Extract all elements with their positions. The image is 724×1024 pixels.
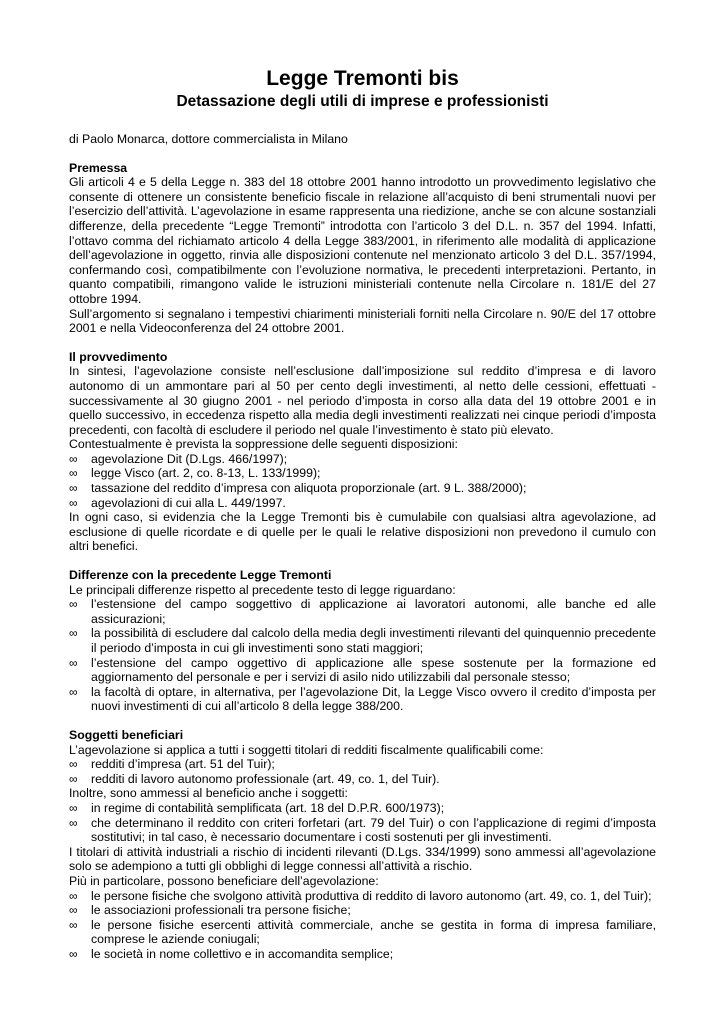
bullet-list [69, 801, 656, 845]
infinity-bullet-icon: ∞ [69, 597, 78, 612]
document-subtitle: Detassazione degli utili di imprese e professionisti [176, 93, 549, 110]
paragraph: Le principali differenze rispetto al precedente testo di legge riguardano: [69, 582, 456, 597]
infinity-bullet-icon: ∞ [69, 495, 78, 510]
list-item [69, 597, 656, 626]
bullet-list [69, 597, 656, 714]
infinity-bullet-icon: ∞ [69, 917, 78, 932]
section [69, 161, 656, 336]
section-title: Differenze con la precedente Legge Tremonti [69, 568, 332, 583]
infinity-bullet-icon: ∞ [69, 684, 78, 699]
list-item-text: l’estensione del campo oggettivo di applicazione alle spese sostenute per la formazione ed aggiornamento del personale e per i servizi di asilo nido utilizzabili dal personale stesso; [91, 655, 656, 685]
list-item-text: agevolazioni di cui alla L. 449/1997. [91, 495, 286, 510]
paragraph: Contestualmente è prevista la soppressione delle seguenti disposizioni: [69, 437, 458, 452]
section [69, 350, 656, 554]
list-item-text: le persone fisiche che svolgono attività produttiva di reddito di lavoro autonomo (art. 49, co. 1, del Tuir); [91, 888, 652, 903]
section-title: Premessa [69, 160, 128, 175]
list-item-text: che determinano il reddito con criteri forfetari (art. 79 del Tuir) o con l’applicazione di regimi d’imposta sostitutivi; in tal caso, è necessario documentare i costi sostenuti per gli investimenti. [91, 815, 656, 845]
infinity-bullet-icon: ∞ [69, 451, 78, 466]
infinity-bullet-icon: ∞ [69, 655, 78, 670]
paragraph: In sintesi, l’agevolazione consiste nell’esclusione dall’imposizione sul reddito d’impresa e di lavoro autonomo di un ammontare pari al 50 per cento degli investimenti, al netto delle cessioni, effettuati - successivamente al 30 giugno 2001 - nel periodo d’imposta in corso alla data del 19 ottobre 2001 e in quello successivo, in eccedenza rispetto alla media degli investimenti realizzati nei cinque periodi d’imposta precedenti, con facoltà di escludere il periodo nel quale l’investimento è stato più elevato. [69, 364, 656, 437]
document-title: Legge Tremonti bis [266, 67, 459, 90]
section [69, 728, 656, 962]
paragraph: I titolari di attività industriali a rischio di incidenti rilevanti (D.Lgs. 334/1999) sono ammessi all’agevolazione solo se adempiono a tutti gli obblighi di legge connessi all’attività a rischio. [69, 844, 656, 874]
list-item-text: legge Visco (art. 2, co. 8-13, L. 133/1999); [91, 466, 321, 481]
infinity-bullet-icon: ∞ [69, 757, 78, 772]
list-item-text: l’estensione del campo soggettivo di applicazione ai lavoratori autonomi, alle banche ed alle assicurazioni; [91, 597, 656, 626]
paragraph: Sull’argomento si segnalano i tempestivi chiarimenti ministeriali forniti nella Circolare n. 90/E del 17 ottobre 2001 e nella Videoconferenza del 24 ottobre 2001. [69, 306, 656, 336]
list-item-text: la facoltà di optare, in alternativa, per l’agevolazione Dit, la Legge Visco ovvero il credito d’imposta per nuovi investimenti di cui all’articolo 8 della legge 388/200. [91, 684, 656, 714]
document-body [69, 161, 656, 962]
section-title: Il provvedimento [69, 349, 168, 364]
list-item [69, 816, 656, 845]
list-item-text: agevolazione Dit (D.Lgs. 466/1997); [91, 451, 288, 466]
infinity-bullet-icon: ∞ [69, 481, 78, 496]
document-page [69, 66, 656, 961]
paragraph: Gli articoli 4 e 5 della Legge n. 383 del 18 ottobre 2001 hanno introdotto un provvedimento legislativo che consente di ottenere un consistente beneficio fiscale in relazione all’acquisto di beni strumentali nuovi per l’esercizio dell’attività. L’agevolazione in esame rappresenta una riedizione, anche se con alcune sostanziali differenze, della precedente “Legge Tremonti” introdotta con l’articolo 3 del D.L. n. 357 del 1994. Infatti, l’ottavo comma del richiamato articolo 4 della Legge 383/2001, in riferimento alle modalità di applicazione dell’agevolazione in oggetto, rinvia alle disposizioni contenute nel menzionato articolo 3 del D.L. 357/1994, confermando così, compatibilmente con l’evoluzione normativa, le precedenti interpretazioni. Pertanto, in quanto compatibili, rimangono valide le istruzioni ministeriali contenute nella Circolare n. 181/E del 27 ottobre 1994. [69, 175, 656, 306]
section [69, 568, 656, 714]
list-item [69, 757, 656, 772]
infinity-bullet-icon: ∞ [69, 888, 78, 903]
infinity-bullet-icon: ∞ [69, 466, 78, 481]
list-item [69, 481, 656, 496]
list-item [69, 889, 656, 904]
paragraph: Inoltre, sono ammessi al beneficio anche i soggetti: [69, 786, 348, 801]
list-item [69, 772, 656, 787]
infinity-bullet-icon: ∞ [69, 946, 78, 961]
bullet-list [69, 452, 656, 510]
author-line: di Paolo Monarca, dottore commercialista in Milano [69, 132, 348, 146]
infinity-bullet-icon: ∞ [69, 903, 78, 918]
paragraph: L’agevolazione si applica a tutti i soggetti titolari di redditi fiscalmente qualificabili come: [69, 742, 544, 757]
section-title: Soggetti beneficiari [69, 727, 184, 742]
list-item [69, 626, 656, 655]
list-item [69, 466, 656, 481]
list-item-text: le associazioni professionali tra persone fisiche; [91, 903, 351, 918]
list-item-text: le società in nome collettivo e in accomandita semplice; [91, 946, 394, 961]
paragraph: Più in particolare, possono beneficiare dell’agevolazione: [69, 873, 379, 888]
list-item-text: redditi d’impresa (art. 51 del Tuir); [91, 757, 275, 772]
infinity-bullet-icon: ∞ [69, 800, 78, 815]
infinity-bullet-icon: ∞ [69, 626, 78, 641]
list-item-text: tassazione del reddito d’impresa con aliquota proporzionale (art. 9 L. 388/2000); [91, 481, 527, 496]
list-item-text: redditi di lavoro autonomo professionale (art. 49, co. 1, del Tuir). [91, 771, 440, 786]
list-item [69, 452, 656, 467]
bullet-list [69, 889, 656, 962]
list-item [69, 947, 656, 962]
list-item [69, 903, 656, 918]
list-item-text: le persone fisiche esercenti attività commerciale, anche se gestita in forma di impresa familiare, comprese le aziende coniugali; [91, 917, 656, 947]
infinity-bullet-icon: ∞ [69, 771, 78, 786]
paragraph: In ogni caso, si evidenzia che la Legge Tremonti bis è cumulabile con qualsiasi altra agevolazione, ad esclusione di quelle ricordate e di quelle per le quali le relative disposizioni non prevedono il cumulo con altri benefici. [69, 510, 656, 554]
list-item [69, 685, 656, 714]
list-item-text: la possibilità di escludere dal calcolo della media degli investimenti rilevanti del quinquennio precedente il periodo d’imposta in cui gli investimenti sono stati maggiori; [91, 626, 656, 655]
list-item-text: in regime di contabilità semplificata (art. 18 del D.P.R. 600/1973); [91, 800, 445, 815]
list-item [69, 656, 656, 685]
infinity-bullet-icon: ∞ [69, 815, 78, 830]
list-item [69, 918, 656, 947]
bullet-list [69, 757, 656, 786]
list-item [69, 496, 656, 511]
list-item [69, 801, 656, 816]
